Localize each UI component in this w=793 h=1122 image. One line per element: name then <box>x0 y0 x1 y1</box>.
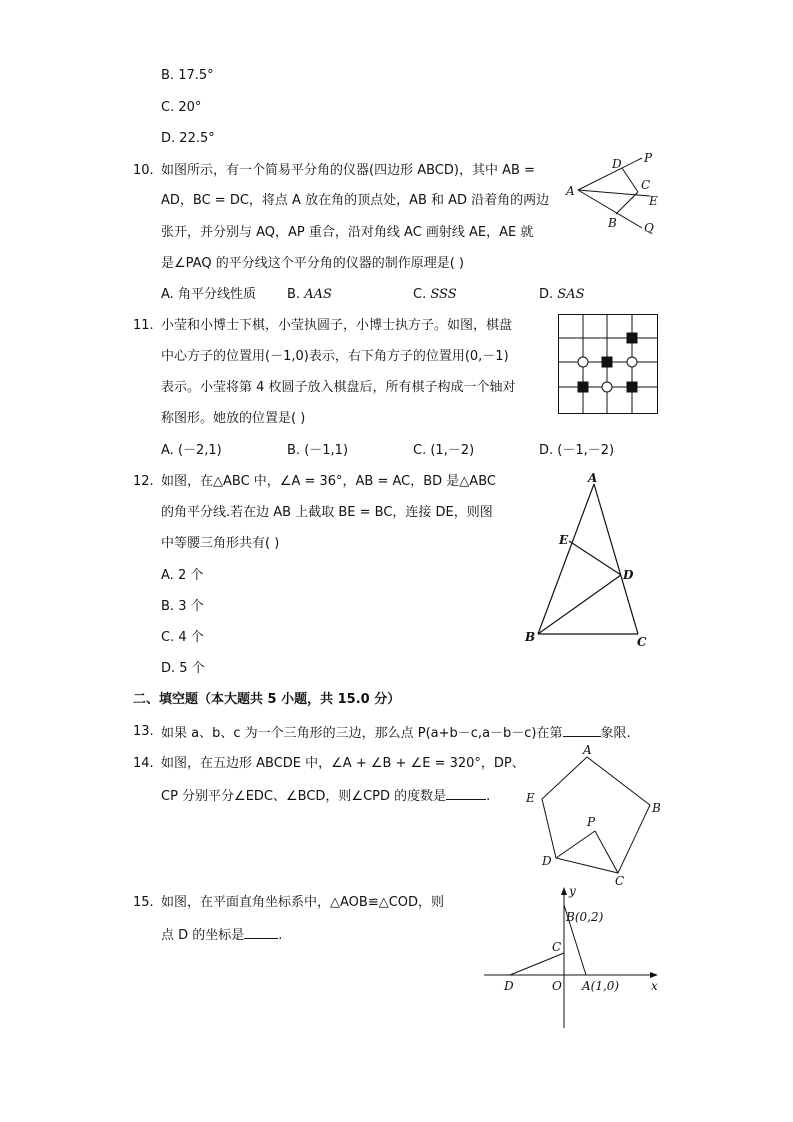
q11-option-b: B. (－1,1) <box>287 443 349 458</box>
q12-label-b: B <box>525 630 536 644</box>
q15-line-1: 如图，在平面直角坐标系中，△AOB≌△COD，则 <box>161 895 445 910</box>
q14-label-c: C <box>615 874 625 888</box>
q10-label-e: E <box>649 194 658 208</box>
q14-figure <box>518 742 668 892</box>
round-piece <box>627 357 637 367</box>
q10-line-2: AD，BC = DC，将点 A 放在角的顶点处，AB 和 AD 沿着角的两边 <box>161 193 550 208</box>
q15-label-d: D <box>504 979 514 993</box>
q12-label-c: C <box>637 635 647 649</box>
q11-option-c: C. (1,－2) <box>413 443 475 458</box>
q10-label-d: D <box>612 157 622 171</box>
q10-ray-ap <box>578 158 642 190</box>
q12-number: 12. <box>133 474 154 489</box>
q14-pentagon <box>542 757 650 873</box>
q11-chessboard <box>558 314 658 414</box>
round-piece <box>578 357 588 367</box>
q14-label-d: D <box>542 854 552 868</box>
q13-answer-blank[interactable] <box>563 724 601 737</box>
q10-segment-bc <box>616 192 638 214</box>
q11-line-1: 小莹和小博士下棋，小莹执圆子，小博士执方子。如图，棋盘 <box>161 318 513 333</box>
q12-line-1: 如图，在△ABC 中，∠A = 36°，AB = AC，BD 是△ABC <box>161 474 496 489</box>
q10-line-4: 是∠PAQ 的平分线这个平分角的仪器的制作原理是( ) <box>161 256 464 271</box>
q15-label-y: y <box>569 884 576 898</box>
q12-side-ab <box>538 484 594 634</box>
q12-option-c: C. 4 个 <box>161 630 204 645</box>
q15-number: 15. <box>133 895 154 910</box>
q10-label-p: P <box>644 151 653 165</box>
q10-label-c: C <box>641 178 651 192</box>
q10-number: 10. <box>133 163 154 178</box>
q12-side-ac <box>594 484 638 634</box>
square-piece <box>602 357 613 368</box>
q9-option-d: D. 22.5° <box>161 131 215 146</box>
q11-option-a: A. (－2,1) <box>161 443 222 458</box>
q10-segment-dc <box>622 168 638 192</box>
q12-segment-de <box>569 541 621 575</box>
q9-option-c: C. 20° <box>161 100 202 115</box>
q14-segment-dp <box>556 831 595 858</box>
q12-line-3: 中等腰三角形共有( ) <box>161 536 280 551</box>
q15-segment-dc <box>510 953 564 975</box>
q10-figure <box>560 150 670 240</box>
q11-number: 11. <box>133 318 154 333</box>
q10-line-1: 如图所示，有一个简易平分角的仪器(四边形 ABCD)，其中 AB = <box>161 163 535 178</box>
q10-option-a: A. 角平分线性质 <box>161 287 256 302</box>
q14-segment-cp <box>595 831 618 873</box>
q10-label-b: B <box>608 216 617 230</box>
q12-label-d: D <box>623 568 634 582</box>
section-2-title: 二、填空题（本大题共 5 小题，共 15.0 分） <box>133 692 401 707</box>
q9-option-b: B. 17.5° <box>161 68 214 83</box>
q15-label-b: B(0,2) <box>566 910 604 924</box>
q12-line-2: 的角平分线.若在边 AB 上截取 BE = BC，连接 DE，则图 <box>161 505 493 520</box>
q14-label-e: E <box>526 791 535 805</box>
q14-label-p: P <box>587 815 596 829</box>
q10-label-q: Q <box>644 221 654 235</box>
q15-y-arrow <box>561 887 567 895</box>
q12-segment-bd <box>538 575 621 634</box>
q15-label-o: O <box>552 979 562 993</box>
q10-line-3: 张开，并分别与 AQ，AP 重合，沿对角线 AC 画射线 AE，AE 就 <box>161 225 534 240</box>
q12-label-e: E <box>559 533 569 547</box>
q12-option-d: D. 5 个 <box>161 661 205 676</box>
q12-label-a: A <box>588 471 598 485</box>
q14-answer-blank[interactable] <box>446 787 486 800</box>
q15-answer-blank[interactable] <box>244 926 278 939</box>
q11-line-3: 表示。小莹将第 4 枚圆子放入棋盘后，所有棋子构成一个轴对 <box>161 380 516 395</box>
q15-label-c: C <box>552 940 562 954</box>
q11-line-2: 中心方子的位置用(－1,0)表示，右下角方子的位置用(0,－1) <box>161 349 509 364</box>
q14-line-2: CP 分别平分∠EDC、∠BCD，则∠CPD 的度数是 . <box>161 789 491 804</box>
q15-figure <box>482 883 667 1033</box>
q15-x-arrow <box>650 972 658 978</box>
q12-option-b: B. 3 个 <box>161 599 204 614</box>
q10-option-b: B. AAS <box>287 287 332 302</box>
q14-line-1: 如图，在五边形 ABCDE 中，∠A + ∠B + ∠E = 320°，DP、 <box>161 756 525 771</box>
square-piece <box>578 382 589 393</box>
q12-option-a: A. 2 个 <box>161 568 204 583</box>
q10-option-c: C. SSS <box>413 287 457 302</box>
q15-line-2: 点 D 的坐标是 . <box>161 928 283 943</box>
q11-line-4: 称图形。她放的位置是( ) <box>161 411 306 426</box>
square-piece <box>627 333 638 344</box>
q10-option-d: D. SAS <box>539 287 585 302</box>
q15-label-x: x <box>651 979 658 993</box>
q10-ray-ae <box>578 190 650 196</box>
q13-number: 13. <box>133 724 154 739</box>
q12-figure <box>520 468 660 654</box>
q14-number: 14. <box>133 756 154 771</box>
q15-label-a: A(1,0) <box>582 979 620 993</box>
q13-text: 如果 a、b、c 为一个三角形的三边，那么点 P(a+b－c,a－b－c)在第 象限. <box>161 726 631 741</box>
q11-option-d: D. (－1,－2) <box>539 443 615 458</box>
square-piece <box>627 382 638 393</box>
q10-label-a: A <box>566 184 575 198</box>
q14-label-b: B <box>652 801 661 815</box>
round-piece <box>602 382 612 392</box>
q14-label-a: A <box>583 743 592 757</box>
